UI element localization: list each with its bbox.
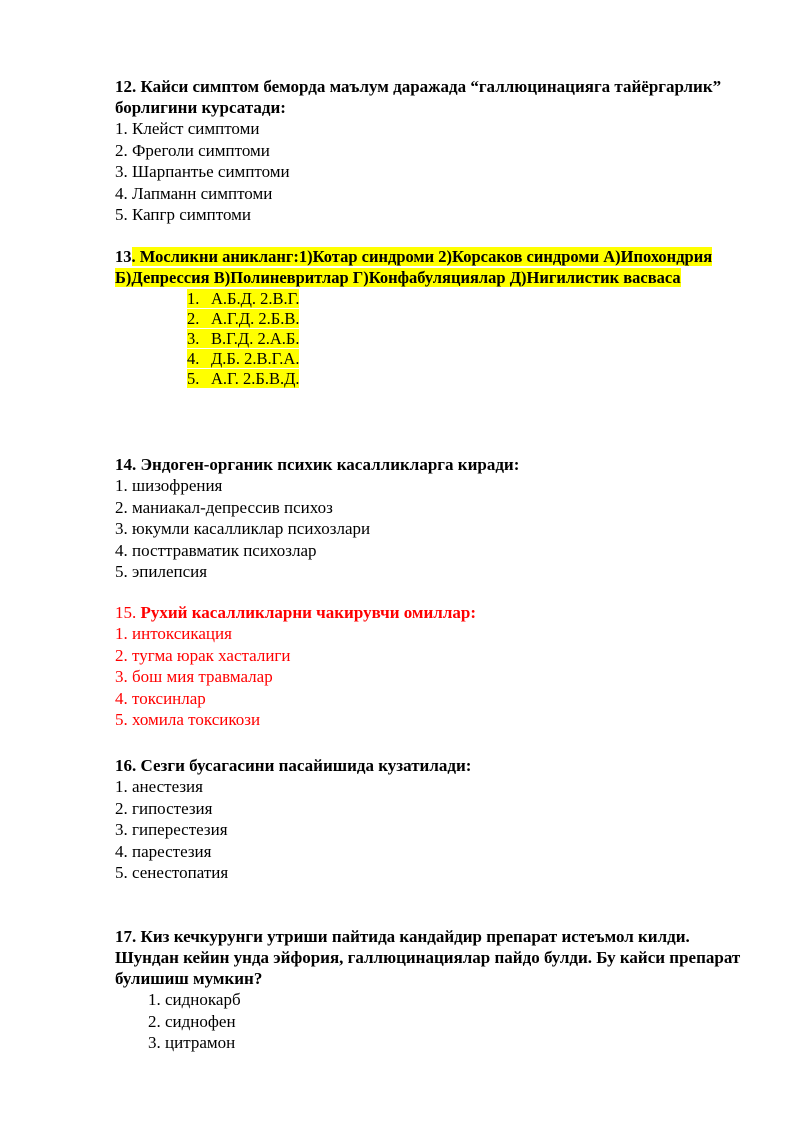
question-14-option-5: 5. эпилепсия [115,562,208,582]
question-12-option-4: 4. Лапманн симптоми [115,183,273,203]
question-17-option-2: 2. сиднофен [148,1011,236,1031]
question-13-option-1 [187,289,755,309]
question-13 [115,246,755,389]
question-13-title [115,246,755,288]
question-12-option-5: 5. Капгр симптоми [115,205,251,225]
question-13-option-4-text: Д.Б. 2.В.Г.А. [211,349,300,368]
question-16 [115,755,755,884]
question-17-options [115,989,755,1054]
question-12-option-2: 2. Фреголи симптоми [115,140,270,160]
question-16-option-5: 5. сенестопатия [115,863,229,883]
question-13-option-3-text: В.Г.Д. 2.А.Б. [211,329,300,348]
question-13-option-1-text: А.Б.Д. 2.В.Г. [211,289,300,308]
question-15 [115,602,755,731]
question-12-option-1: 1. Клейст симптоми [115,119,260,138]
question-15-number: 15. [115,603,137,622]
question-17-title: 17. Киз кечкурунги утриши пайтида кандайдир препарат истеъмол килди. Шундан кейин унда эйфория, галлюцинациялар пайдо булди. Бу кайси препарат булишиш мумкин? [115,927,741,988]
question-16-option-4: 4. парестезия [115,841,212,861]
question-14-option-4: 4. посттравматик психозлар [115,540,317,560]
question-13-options [115,289,755,389]
question-13-option-2-number: 2. [187,309,200,328]
question-13-text: . Мосликни аникланг:1)Котар синдроми 2)Корсаков синдроми А)Ипохондрия Б)Депрессия В)Полиневритлар Г)Конфабуляциялар Д)Нигилистик васваса [115,247,713,287]
question-12-title: 12. Кайси симптом беморда маълум даражада “галлюцинацияга тайёргарлик” борлигини курсатади: [115,77,722,117]
question-13-option-2 [187,309,755,329]
question-13-option-5-text: А.Г. 2.Б.В.Д. [211,369,300,388]
question-14-title: 14. Эндоген-органик психик касалликларга киради: [115,455,520,474]
question-16-title: 16. Сезги бусагасини пасайишида кузатилади: [115,756,472,775]
question-17 [115,926,755,1054]
question-16-option-2: 2. гипостезия [115,798,213,818]
question-13-option-4 [187,349,755,369]
question-13-option-1-number: 1. [187,289,200,308]
question-17-option-1: 1. сиднокарб [148,990,241,1009]
question-15-option-3: 3. бош мия травмалар [115,667,273,687]
question-13-option-5 [187,369,755,389]
question-17-option-3: 3. цитрамон [148,1033,236,1053]
question-15-option-4: 4. токсинлар [115,688,206,708]
question-12-option-3: 3. Шарпантье симптоми [115,162,290,182]
question-13-option-3-number: 3. [187,329,200,348]
question-15-text: Рухий касалликларни чакирувчи омиллар: [136,603,476,622]
question-13-option-2-text: А.Г.Д. 2.Б.В. [211,309,300,328]
question-16-option-1: 1. анестезия [115,777,203,796]
question-13-option-3 [187,329,755,349]
question-14-option-3: 3. юкумли касалликлар психозлари [115,519,371,539]
question-12 [115,76,755,226]
question-15-title [115,602,755,623]
question-14-option-2: 2. маниакал-депрессив психоз [115,497,333,517]
question-16-option-3: 3. гиперестезия [115,820,228,840]
question-14-option-1: 1. шизофрения [115,476,223,495]
question-13-number: 13 [115,247,132,266]
question-13-option-5-number: 5. [187,369,200,388]
question-14 [115,454,755,583]
question-13-option-4-number: 4. [187,349,200,368]
question-15-option-5: 5. хомила токсикози [115,710,261,730]
question-15-option-1: 1. интоксикация [115,624,232,643]
question-15-option-2: 2. тугма юрак хасталиги [115,645,291,665]
